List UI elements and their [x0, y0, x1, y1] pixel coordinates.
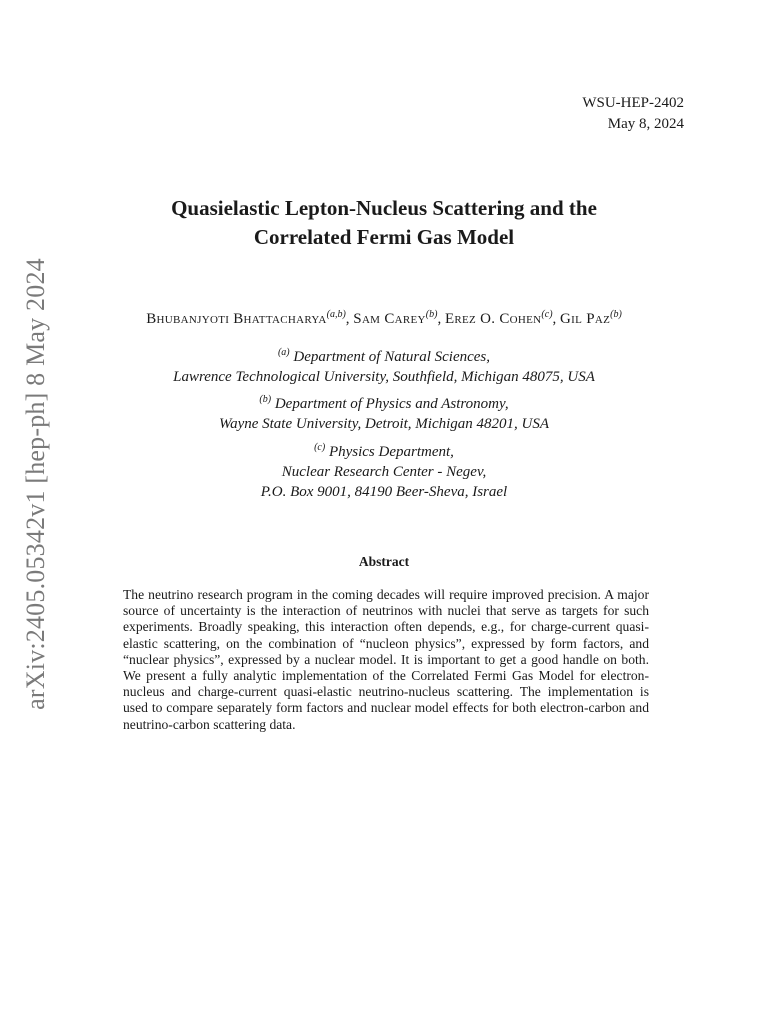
- author-name: Bhubanjyoti Bhattacharya: [146, 311, 327, 327]
- author-affiliation-mark: (a,b): [326, 309, 346, 320]
- author-list: Bhubanjyoti Bhattacharya$^{(a,b)}$, Sam Carey$^{(b)}$, Erez O. Cohen$^{(c)}$, Gil Paz$^{(b)}$: [146, 309, 622, 327]
- preprint-date: May 8, 2024: [607, 116, 684, 132]
- author-name: Sam Carey: [353, 311, 426, 327]
- title-line-1: Quasielastic Lepton-Nucleus Scattering and the: [171, 196, 597, 220]
- title-line-2: Correlated Fermi Gas Model: [253, 225, 515, 249]
- author-affiliation-mark: (b): [425, 309, 438, 320]
- affiliation-a: [0, 343, 768, 387]
- affiliation-c: [0, 438, 768, 502]
- affiliation-line: Wayne State University, Detroit, Michigan 48201, USA: [218, 416, 550, 432]
- author-name: Gil Paz: [560, 311, 611, 327]
- affiliation-mark: (a): [277, 347, 290, 358]
- author-name: Erez O. Cohen: [444, 311, 542, 327]
- preprint-number: WSU-HEP-2402: [582, 95, 684, 111]
- arxiv-identifier: arXiv:2405.05342v1 [hep-ph] 8 May 2024: [21, 258, 50, 710]
- paper-title: [0, 194, 768, 252]
- preprint-info: [582, 93, 684, 135]
- affiliation-line: Department of Natural Sciences,: [293, 349, 491, 365]
- affiliation-line: Lawrence Technological University, Southfield, Michigan 48075, USA: [173, 369, 595, 385]
- affiliation-line: Physics Department,: [328, 444, 454, 460]
- affiliation-line: P.O. Box 9001, 84190 Beer-Sheva, Israel: [260, 484, 508, 500]
- abstract-text: The neutrino research program in the coming decades will require improved precision. A major source of uncertainty is the interaction of neutrinos with nuclei that serve as targets for such experiments. Broadly speaking, this interaction often depends, e.g., for charge-current quasi-elastic scattering, on the combination of “nucleon physics”, expressed by form factors, and “nuclear physics”, expressed by a nuclear model. It is important to get a good handle on both. We present a fully analytic implementation of the Correlated Fermi Gas Model for electron-nucleus and charge-current quasi-elastic neutrino-nucleus scattering. The implementation is used to compare separately form factors and nuclear model effects for both electron-carbon and neutrino-carbon scattering data.: [123, 587, 649, 732]
- affiliation-mark: (c): [314, 442, 326, 453]
- affiliation-b: [0, 390, 768, 434]
- affiliation-line: Department of Physics and Astronomy,: [274, 396, 509, 412]
- affiliation-mark: (b): [259, 394, 272, 405]
- abstract-heading: Abstract: [358, 554, 410, 569]
- author-affiliation-mark: (c): [541, 309, 553, 320]
- affiliation-line: Nuclear Research Center - Negev,: [281, 464, 487, 480]
- author-affiliation-mark: (b): [610, 309, 622, 320]
